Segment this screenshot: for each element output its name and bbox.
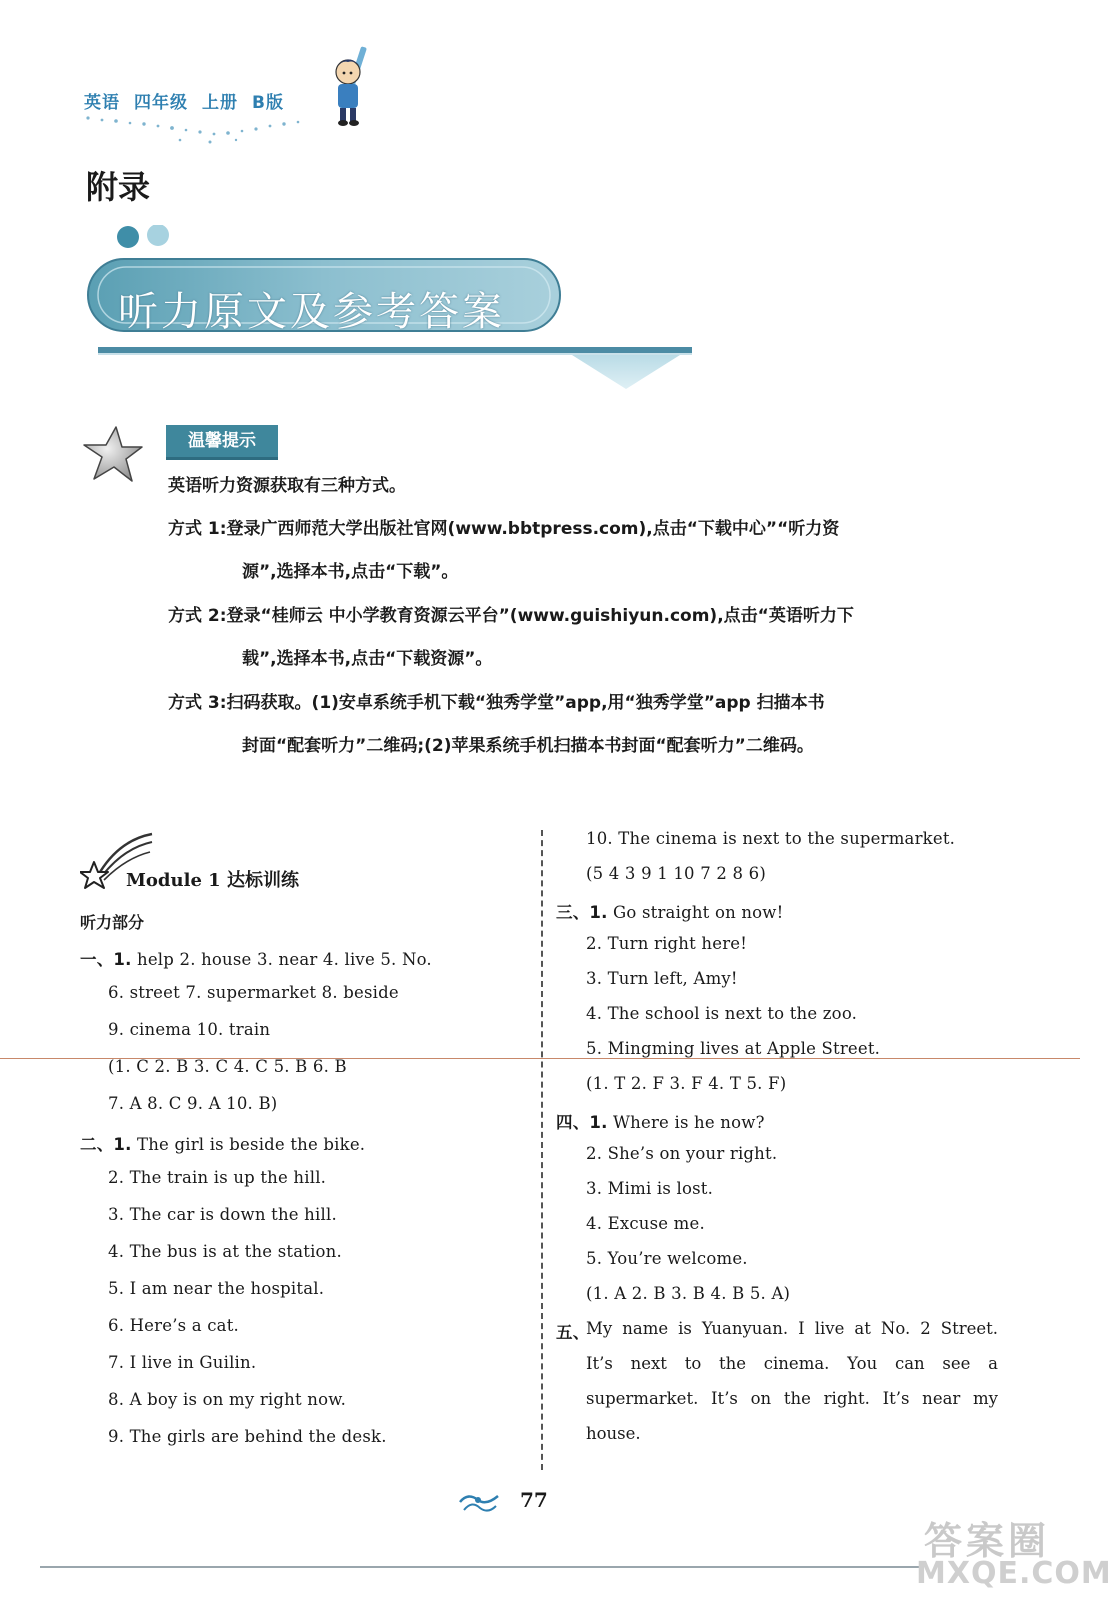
header-subject: 英语 [84, 93, 120, 113]
passage-number: 五、 [556, 1323, 590, 1342]
answer-line: 5. Mingming lives at Apple Street. [586, 1039, 881, 1058]
answer-line: 4. Excuse me. [586, 1214, 705, 1233]
page-ornament-icon [458, 1488, 500, 1518]
boy-with-pencil-icon [318, 42, 378, 128]
answer-line: 4. The school is next to the zoo. [586, 1004, 858, 1023]
answer-line: 4. The bus is at the station. [108, 1242, 342, 1261]
answer-line: 三、1. Go straight on now! [556, 903, 784, 922]
method-1-line-2: 源”,选择本书,点击“下载”。 [242, 562, 459, 582]
header-grade: 四年级 [134, 93, 188, 113]
answer-line: 2. The train is up the hill. [108, 1168, 327, 1187]
answer-line: 5. I am near the hospital. [108, 1279, 325, 1298]
method-3-line-2: 封面“配套听力”二维码;(2)苹果系统手机扫描本书封面“配套听力”二维码。 [242, 736, 814, 756]
column-divider [541, 830, 543, 1470]
answer-line: 6. street 7. supermarket 8. beside [108, 983, 399, 1002]
answer-line: 3. Turn left, Amy! [586, 969, 738, 988]
watermark-logo: 答案圈 [924, 1519, 1051, 1563]
header-edition: B版 [252, 93, 284, 113]
watermark-url: MXQE.COM [916, 1556, 1112, 1591]
tip-label: 温馨提示 [166, 425, 278, 460]
method-2-line-1: 方式 2:登录“桂师云 中小学教育资源云平台”(www.guishiyun.com),点击“英语听力下 [168, 606, 854, 626]
passage-line: house. [586, 1424, 641, 1443]
answer-line: 9. cinema 10. train [108, 1020, 271, 1039]
method-1-line-1: 方式 1:登录广西师范大学出版社官网(www.bbtpress.com),点击“下载中心”“听力资 [168, 519, 840, 539]
answer-line: 6. Here’s a cat. [108, 1316, 239, 1335]
passage-line: My name is Yuanyuan. I live at No. 2 Street. [586, 1319, 998, 1338]
answer-line: 10. The cinema is next to the supermarket. [586, 829, 956, 848]
passage-line: supermarket. It’s on the right. It’s near my [586, 1389, 998, 1408]
answer-line: 3. The car is down the hill. [108, 1205, 337, 1224]
answer-line: 四、1. Where is he now? [556, 1113, 765, 1132]
passage-line: It’s next to the cinema. You can see a [586, 1354, 998, 1373]
answer-line: 3. Mimi is lost. [586, 1179, 714, 1198]
answer-line: 2. She’s on your right. [586, 1144, 778, 1163]
tip-intro: 英语听力资源获取有三种方式。 [168, 476, 406, 496]
answer-line: (1. A 2. B 3. B 4. B 5. A) [586, 1284, 791, 1303]
page-number: 77 [520, 1488, 548, 1512]
answer-line: 一、1. help 2. house 3. near 4. live 5. No. [80, 950, 432, 969]
star-icon [82, 425, 144, 485]
answer-line: 二、1. The girl is beside the bike. [80, 1135, 366, 1154]
method-2-line-2: 载”,选择本书,点击“下载资源”。 [242, 649, 493, 669]
answer-line: 7. A 8. C 9. A 10. B) [108, 1094, 278, 1113]
answer-line: (5 4 3 9 1 10 7 2 8 6) [586, 864, 766, 883]
section-label: 听力部分 [80, 913, 145, 932]
answer-line: 5. You’re welcome. [586, 1249, 748, 1268]
module-title [126, 866, 299, 892]
answer-line: 8. A boy is on my right now. [108, 1390, 347, 1409]
bottom-rule [40, 1566, 920, 1568]
answer-line: (1. C 2. B 3. C 4. C 5. B 6. B [108, 1057, 347, 1076]
header-dots-decoration [84, 112, 314, 146]
answer-line: (1. T 2. F 3. F 4. T 5. F) [586, 1074, 787, 1093]
answer-line: 2. Turn right here! [586, 934, 748, 953]
method-3-line-1: 方式 3:扫码获取。(1)安卓系统手机下载“独秀学堂”app,用“独秀学堂”app 扫描本书 [168, 693, 825, 713]
answer-line: 9. The girls are behind the desk. [108, 1427, 387, 1446]
book-header [84, 88, 298, 113]
banner-title: 听力原文及参考答案 [118, 289, 505, 335]
appendix-title: 附录 [86, 168, 151, 206]
answer-line: 7. I live in Guilin. [108, 1353, 257, 1372]
module-suffix: 达标训练 [226, 870, 299, 891]
module-name: Module 1 [126, 870, 221, 891]
header-volume: 上册 [202, 93, 238, 113]
